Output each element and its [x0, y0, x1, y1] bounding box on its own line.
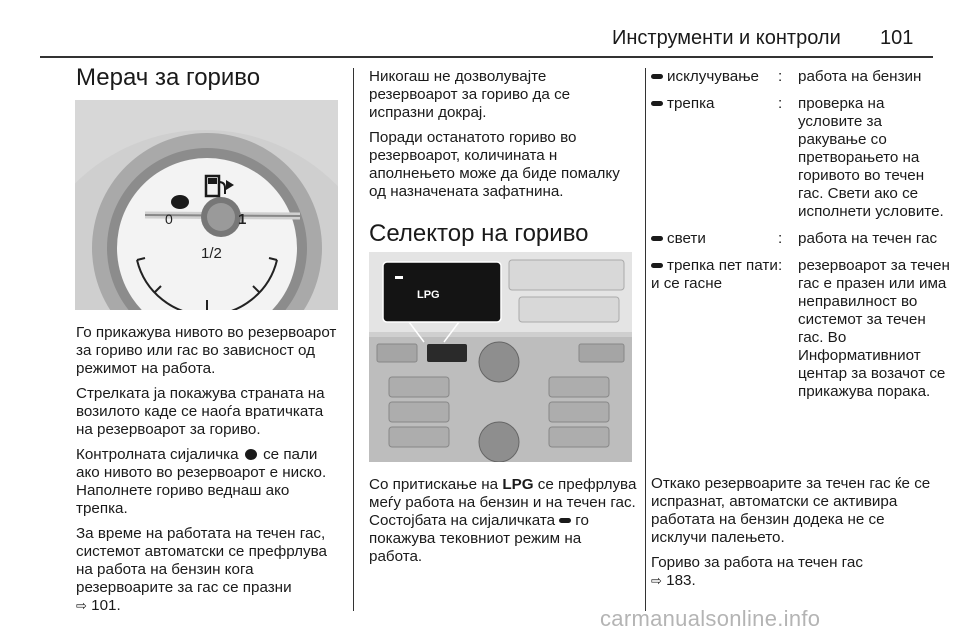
- status-value: работа на бензин: [798, 68, 922, 85]
- gauge-label-full: 1: [238, 211, 247, 228]
- left-column-text: [76, 324, 344, 622]
- status-light-icon: [651, 236, 663, 241]
- status-key: исклучување: [667, 68, 759, 85]
- gauge-label-zero: 0: [165, 211, 173, 227]
- lpg-status-table: [651, 68, 951, 410]
- status-value: проверка на условите за ракување со претворањето на горивото во течен гас. Свети ако се исполнети условите.: [798, 95, 944, 220]
- column-divider-right: [645, 68, 646, 611]
- lpg-bold-label: LPG: [502, 476, 534, 493]
- arrow-description: Стрелката ја покажува страната на возилото каде се наоѓа вратичката на резервоарот за гориво.: [76, 385, 325, 438]
- header-title: Инструменти и контроли: [612, 27, 841, 49]
- middle-column-text-top: [369, 68, 637, 208]
- lpg-button-label: LPG: [417, 289, 440, 301]
- header-rule: [40, 56, 933, 58]
- status-row: исклучување : работа на бензин: [651, 68, 951, 86]
- gauge-description: Го прикажува нивото во резервоарот за гориво или гас во зависност од режимот на работа.: [76, 324, 337, 377]
- status-key: трепка пет пати и се гасне: [651, 257, 778, 292]
- middle-column-text-bottom: [369, 476, 637, 573]
- watermark: carmanualsonline.info: [600, 606, 821, 631]
- column-divider-left: [353, 68, 354, 611]
- status-row: трепка пет пати и се гасне : резервоарот за течен гас е празен или има неправилност во системот за течен гас. Во Информативниот центар за возачот се прикажува порака.: [651, 257, 950, 400]
- fuel-warning-light-icon: [245, 449, 257, 460]
- status-value: работа на течен гас: [798, 230, 938, 247]
- page-header: [0, 18, 960, 58]
- fuel-gauge-figure: [75, 100, 338, 310]
- page-reference-icon: ⇨: [76, 598, 87, 613]
- auto-switch-note: Откако резервоарите за течен гас ќе се испразнат, автоматски се активира работата на бензин додека не се исклучи палењето.: [651, 475, 931, 546]
- lpg-reference: Гориво за работа на течен гас ⇨ 183.: [651, 554, 863, 589]
- lpg-switch-description: За време на работата на течен гас, системот автоматски се префрлува на работа на бензин кога резервоарите за гас се празни ⇨ 101.: [76, 525, 327, 614]
- page-reference[interactable]: 183.: [666, 572, 696, 589]
- lpg-status-light-icon: [559, 518, 571, 523]
- page-number: 101: [880, 27, 914, 49]
- page-reference[interactable]: 101.: [91, 597, 121, 614]
- never-empty-warning: Никогаш не дозволувајте резервоарот за гориво да се испразни докрај.: [369, 68, 571, 121]
- gauge-label-half: 1/2: [201, 245, 222, 262]
- status-light-icon: [651, 101, 663, 106]
- fuel-selector-illustration: [369, 252, 632, 462]
- lpg-button-description: Со притискање на LPG се префрлува меѓу работа на бензин и на течен гас. Состојбата на сијаличката го покажува тековниот режим на работа.: [369, 476, 637, 565]
- status-row: свети : работа на течен гас: [651, 230, 951, 248]
- status-light-icon: [651, 74, 663, 79]
- remaining-fuel-note: Поради останатото гориво во резервоарот, количината н аполнењето може да биде помалку од назначената зафатнина.: [369, 129, 620, 200]
- page-reference-icon: ⇨: [651, 573, 662, 588]
- right-column-text-bottom: [651, 475, 941, 597]
- fuel-selector-title: Селектор на гориво: [369, 220, 589, 247]
- warning-light-description: Контролната сијаличка се пали ако нивото во резервоарот е ниско. Наполнете гориво веднаш ако трепка.: [76, 446, 327, 517]
- status-value: резервоарот за течен гас е празен или има неправилност во системот за течен гас. Во Информативниот центар за возачот се прикажува порака.: [798, 257, 950, 400]
- status-key: свети: [667, 230, 706, 247]
- fuel-selector-figure: [369, 252, 632, 462]
- status-key: трепка: [667, 95, 715, 112]
- fuel-gauge-illustration: [75, 100, 338, 310]
- status-row: трепка : проверка на условите за ракување со претворањето на горивото во течен гас. Свети ако се исполнети условите.: [651, 95, 951, 221]
- fuel-gauge-title: Мерач за гориво: [76, 64, 261, 91]
- status-light-icon: [651, 263, 663, 268]
